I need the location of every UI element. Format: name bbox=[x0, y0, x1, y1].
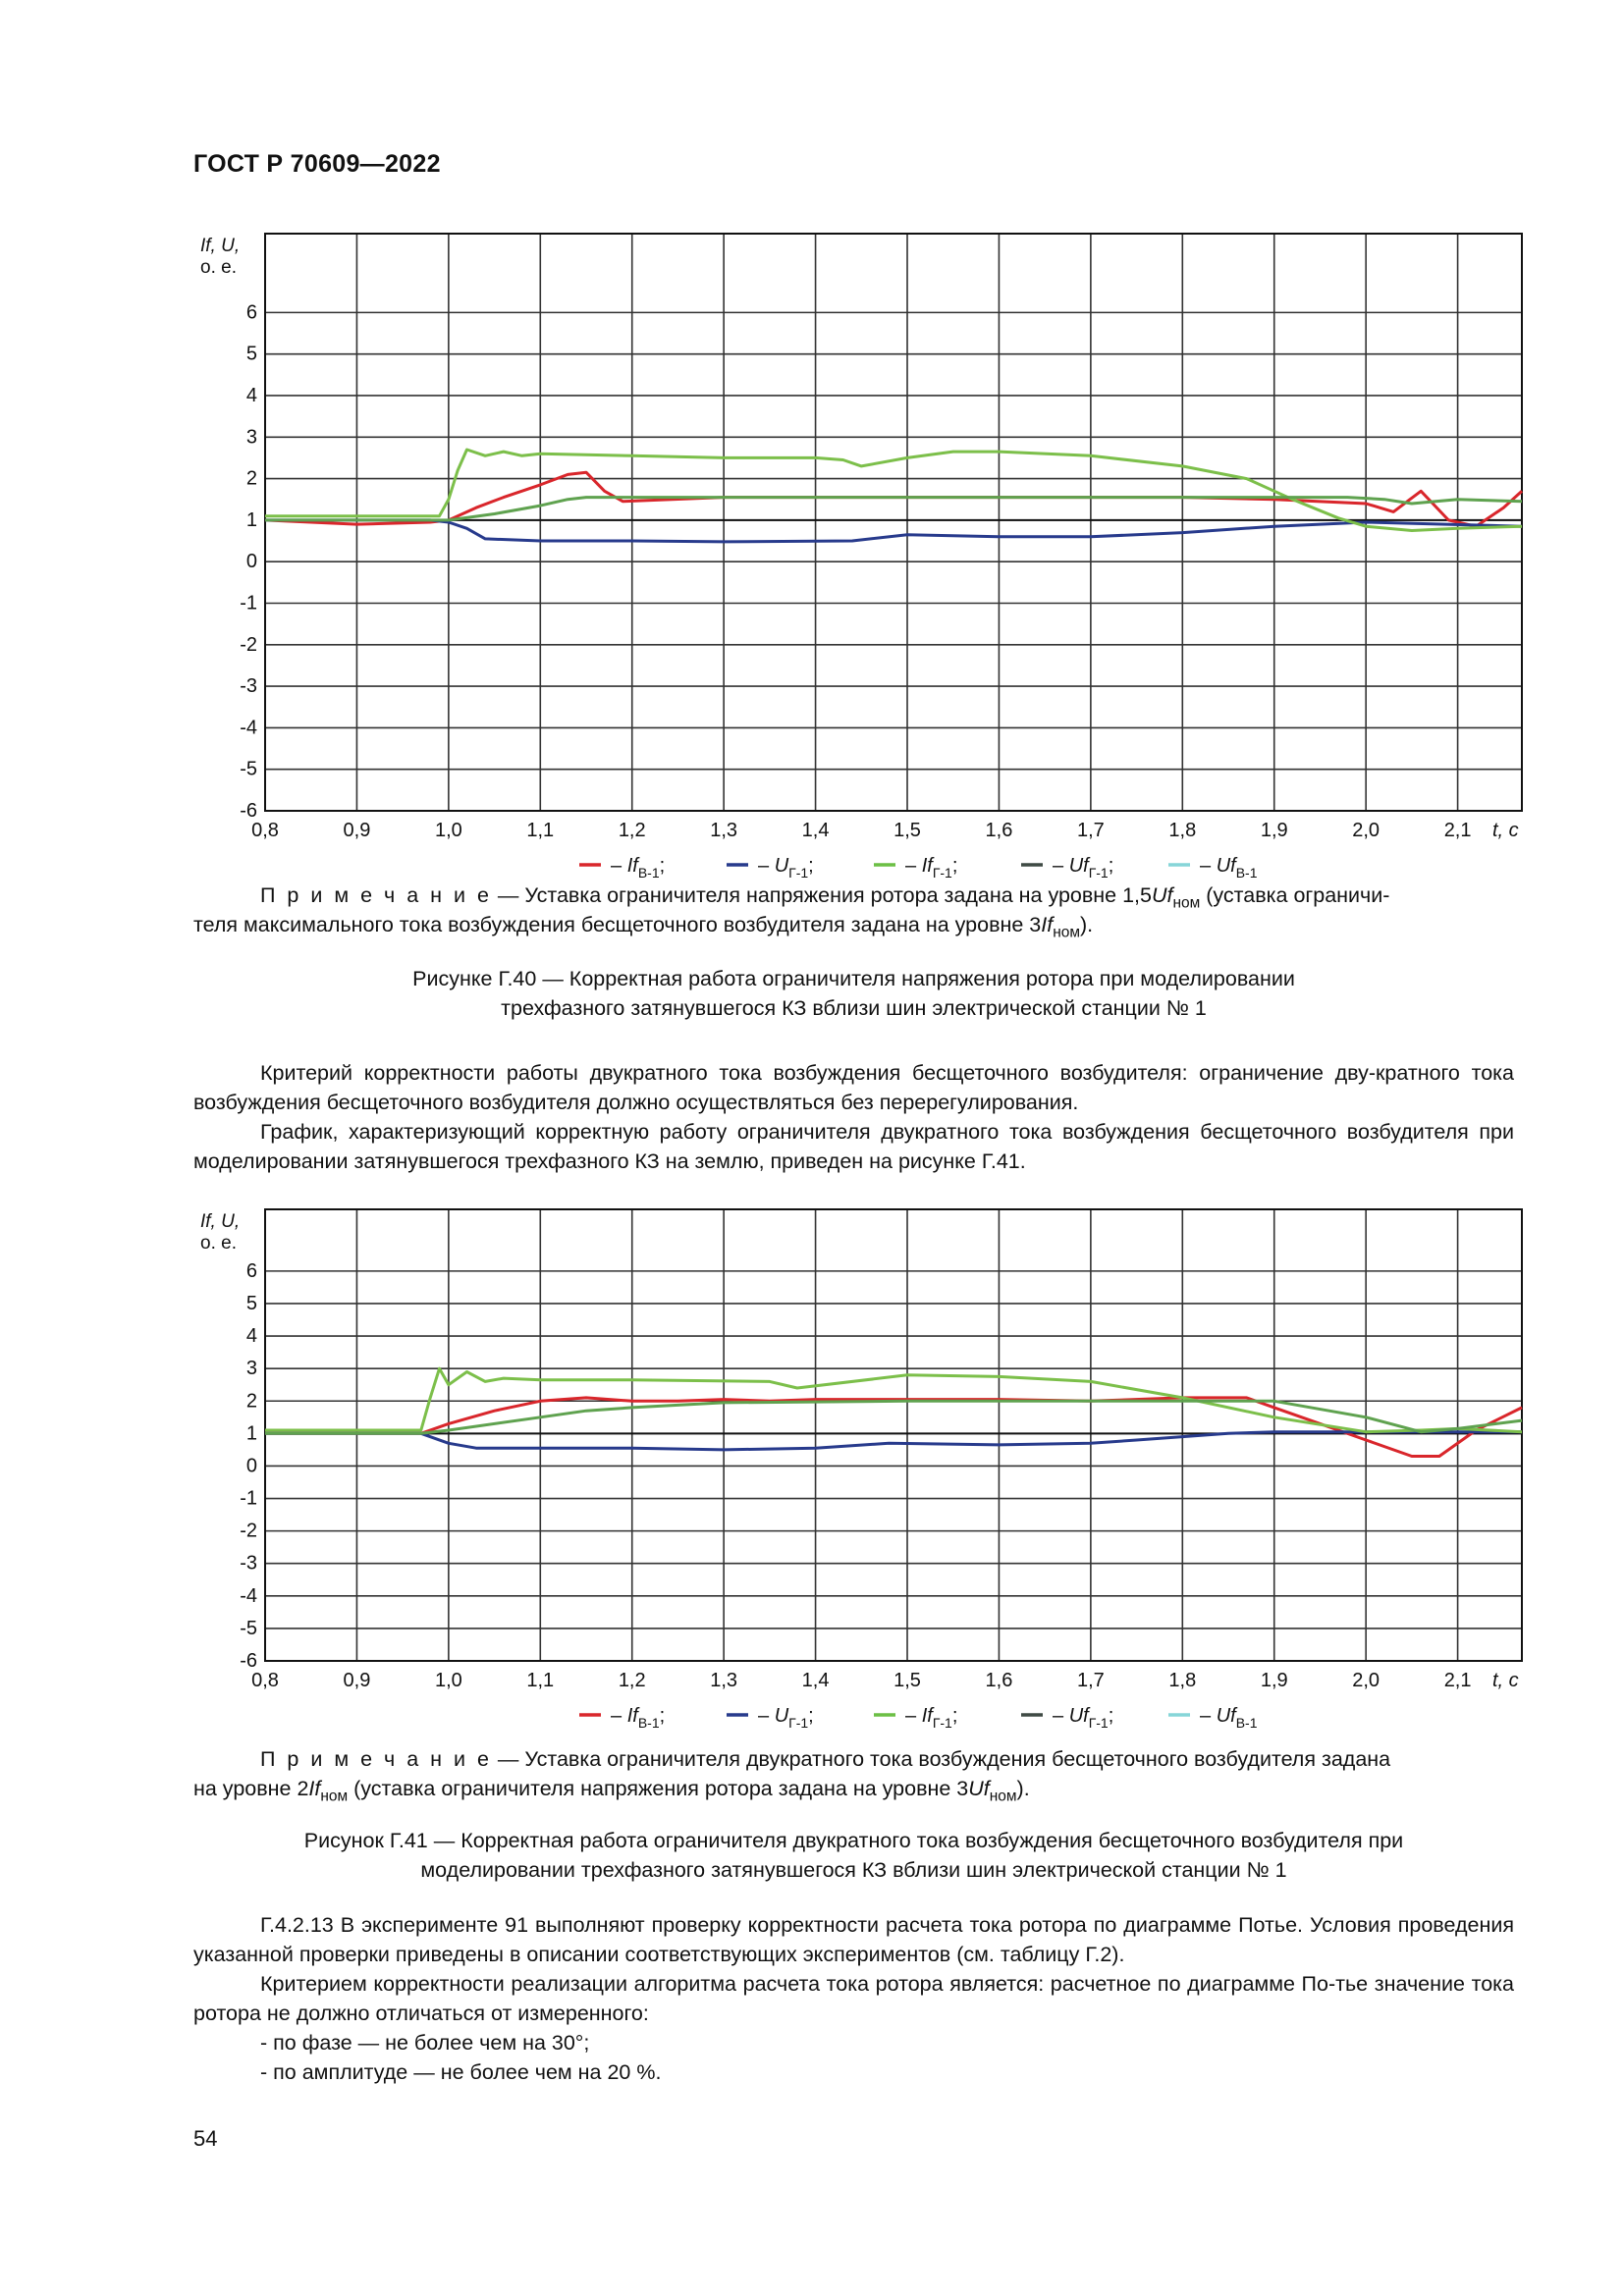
plot-frame bbox=[265, 1209, 1522, 1661]
x-tick-label: 1,2 bbox=[618, 1670, 646, 1691]
fig40-note-lead: П р и м е ч а н и е bbox=[260, 883, 492, 907]
y-tick-label: -4 bbox=[240, 1584, 257, 1607]
x-tick-label: 2,1 bbox=[1443, 820, 1472, 841]
mid-paragraph-2: График, характеризующий корректную работу ограничителя двукратного тока возбуждения бесщеточного возбудителя при моделировании затянувшегося трехфазного КЗ на землю, приведен на рисунке Г.41. bbox=[193, 1120, 1514, 1173]
x-tick-label: 1,3 bbox=[710, 1670, 738, 1691]
x-tick-label: 1,7 bbox=[1076, 820, 1105, 841]
mid-paragraph-1: Критерий корректности работы двукратного тока возбуждения бесщеточного возбудителя: ограничение дву-кратного тока возбуждения бесщеточного возбудителя должно осуществляться без перерегулирования. bbox=[193, 1061, 1514, 1114]
fig41-note-lead: П р и м е ч а н и е bbox=[260, 1747, 492, 1771]
y-tick-label: -2 bbox=[240, 633, 257, 656]
x-tick-label: 1,6 bbox=[985, 1670, 1013, 1691]
y-tick-label: 4 bbox=[245, 1325, 257, 1348]
x-tick-label: 1,6 bbox=[985, 820, 1013, 841]
y-tick-label: -5 bbox=[240, 1617, 257, 1639]
x-axis-label: t, с bbox=[1492, 1670, 1519, 1691]
fig40-note bbox=[193, 881, 1514, 939]
y-tick-label: 3 bbox=[245, 1358, 257, 1380]
x-tick-label: 1,5 bbox=[893, 1670, 921, 1691]
y-tick-label: -5 bbox=[240, 758, 257, 780]
fig40-note-text: П р и м е ч а н и е — Уставка ограничителя напряжения ротора задана на уровне $1,5Uf_{ном}$ (уставка ограничи- теля максимального тока возбуждения бесщеточного возбудителя задана на уровне $3If_{ном}$). bbox=[193, 883, 1390, 941]
y-axis-label: If, U, bbox=[200, 1211, 241, 1232]
y-axis-unit: о. е. bbox=[200, 257, 237, 278]
y-tick-label: 1 bbox=[245, 1422, 257, 1445]
legend-entry: – $U_{Г-1}$; bbox=[758, 1705, 814, 1731]
fig41-note-text: П р и м е ч а н и е — Уставка ограничителя двукратного тока возбуждения бесщеточного возбудителя задана на уровне $2If_{ном}$ (уставка ограничителя напряжения ротора задана на уровне $3Uf_{ном}$). bbox=[193, 1747, 1391, 1805]
y-tick-label: 0 bbox=[245, 1455, 257, 1477]
document-header: ГОСТ Р 70609—2022 bbox=[193, 150, 441, 178]
x-tick-label: 2,1 bbox=[1443, 1670, 1472, 1691]
legend-entry: – $Uf_{Г-1}$; bbox=[1053, 1705, 1114, 1731]
y-tick-label: 2 bbox=[245, 1390, 257, 1413]
bottom-list-item-2: - по амплитуде — не более чем на 20 %. bbox=[260, 2060, 662, 2084]
y-tick-label: 0 bbox=[245, 551, 257, 573]
y-tick-label: 5 bbox=[245, 1292, 257, 1314]
x-tick-label: 1,5 bbox=[893, 820, 921, 841]
x-tick-label: 2,0 bbox=[1352, 1670, 1380, 1691]
x-tick-label: 0,8 bbox=[251, 1670, 279, 1691]
legend-entry: – $If_{В-1}$; bbox=[611, 855, 666, 881]
y-tick-label: 6 bbox=[245, 1259, 257, 1282]
legend-entry: – $If_{Г-1}$; bbox=[905, 1705, 958, 1731]
y-tick-label: -1 bbox=[240, 592, 257, 614]
x-tick-label: 1,1 bbox=[526, 820, 555, 841]
x-tick-label: 1,9 bbox=[1260, 820, 1288, 841]
x-tick-label: 1,0 bbox=[434, 820, 462, 841]
fig41-caption-line2: моделировании трехфазного затянувшегося КЗ вблизи шин электрической станции № 1 bbox=[420, 1858, 1287, 1882]
y-tick-label: -1 bbox=[240, 1487, 257, 1510]
y-tick-label: 4 bbox=[245, 384, 257, 406]
legend-entry: – $Uf_{В-1}$ bbox=[1200, 1705, 1258, 1731]
y-tick-label: 5 bbox=[245, 343, 257, 365]
y-tick-label: -3 bbox=[240, 675, 257, 698]
chart-figure-41-svg bbox=[187, 1200, 1532, 1749]
chart-figure-40-svg bbox=[187, 224, 1532, 901]
bottom-paragraph-1: Г.4.2.13 В эксперименте 91 выполняют проверку корректности расчета тока ротора по диаграмме Потье. Условия проведения указанной проверки приведены в описании соответствующих экспериментов (см. таблицу Г.2). bbox=[193, 1913, 1514, 1966]
x-tick-label: 1,7 bbox=[1076, 1670, 1105, 1691]
chart-figure-41 bbox=[187, 1200, 1532, 1749]
x-tick-label: 1,1 bbox=[526, 1670, 555, 1691]
x-tick-label: 0,9 bbox=[343, 820, 371, 841]
x-tick-label: 1,9 bbox=[1260, 1670, 1288, 1691]
series-line-UГ-1 bbox=[265, 1432, 1522, 1450]
bottom-text bbox=[193, 1910, 1514, 2087]
legend-entry: – $If_{Г-1}$; bbox=[905, 855, 958, 881]
x-tick-label: 1,3 bbox=[710, 820, 738, 841]
legend-entry: – $Uf_{Г-1}$; bbox=[1053, 855, 1114, 881]
y-tick-label: 3 bbox=[245, 426, 257, 449]
fig40-caption-line2: трехфазного затянувшегося КЗ вблизи шин электрической станции № 1 bbox=[501, 996, 1207, 1020]
fig41-caption-line1: Рисунок Г.41 — Корректная работа ограничителя двукратного тока возбуждения бесщеточного возбудителя при bbox=[303, 1829, 1404, 1852]
x-tick-label: 1,4 bbox=[801, 1670, 830, 1691]
legend-entry: – $Uf_{В-1}$ bbox=[1200, 855, 1258, 881]
legend-entry: – $U_{Г-1}$; bbox=[758, 855, 814, 881]
series-line-UГ-1 bbox=[265, 520, 1522, 542]
y-tick-label: 6 bbox=[245, 301, 257, 324]
mid-text bbox=[193, 1058, 1514, 1176]
x-tick-label: 2,0 bbox=[1352, 820, 1380, 841]
chart-figure-40 bbox=[187, 224, 1532, 901]
fig40-caption-line1: Рисунке Г.40 — Корректная работа ограничителя напряжения ротора при моделировании bbox=[412, 967, 1295, 990]
y-axis-unit: о. е. bbox=[200, 1233, 237, 1254]
x-tick-label: 1,0 bbox=[434, 1670, 462, 1691]
y-tick-label: -6 bbox=[240, 800, 257, 822]
fig41-caption bbox=[193, 1826, 1514, 1885]
y-tick-label: -6 bbox=[240, 1650, 257, 1672]
y-axis-label: If, U, bbox=[200, 236, 241, 256]
x-tick-label: 0,8 bbox=[251, 820, 279, 841]
bottom-list-item-1: - по фазе — не более чем на 30°; bbox=[260, 2031, 590, 2055]
legend-entry: – $If_{В-1}$; bbox=[611, 1705, 666, 1731]
x-tick-label: 1,8 bbox=[1168, 1670, 1197, 1691]
y-tick-label: -2 bbox=[240, 1520, 257, 1542]
x-tick-label: 1,4 bbox=[801, 820, 830, 841]
y-tick-label: -4 bbox=[240, 717, 257, 739]
y-tick-label: -3 bbox=[240, 1552, 257, 1575]
x-tick-label: 1,8 bbox=[1168, 820, 1197, 841]
x-tick-label: 0,9 bbox=[343, 1670, 371, 1691]
y-tick-label: 1 bbox=[245, 508, 257, 531]
y-tick-label: 2 bbox=[245, 467, 257, 490]
bottom-paragraph-2: Критерием корректности реализации алгоритма расчета тока ротора является: расчетное по диаграмме По-тье значение тока ротора не должно отличаться от измеренного: bbox=[193, 1972, 1514, 2025]
fig40-caption bbox=[193, 964, 1514, 1023]
fig41-note bbox=[193, 1744, 1514, 1803]
x-axis-label: t, с bbox=[1492, 820, 1519, 841]
page-number: 54 bbox=[193, 2126, 218, 2151]
x-tick-label: 1,2 bbox=[618, 820, 646, 841]
